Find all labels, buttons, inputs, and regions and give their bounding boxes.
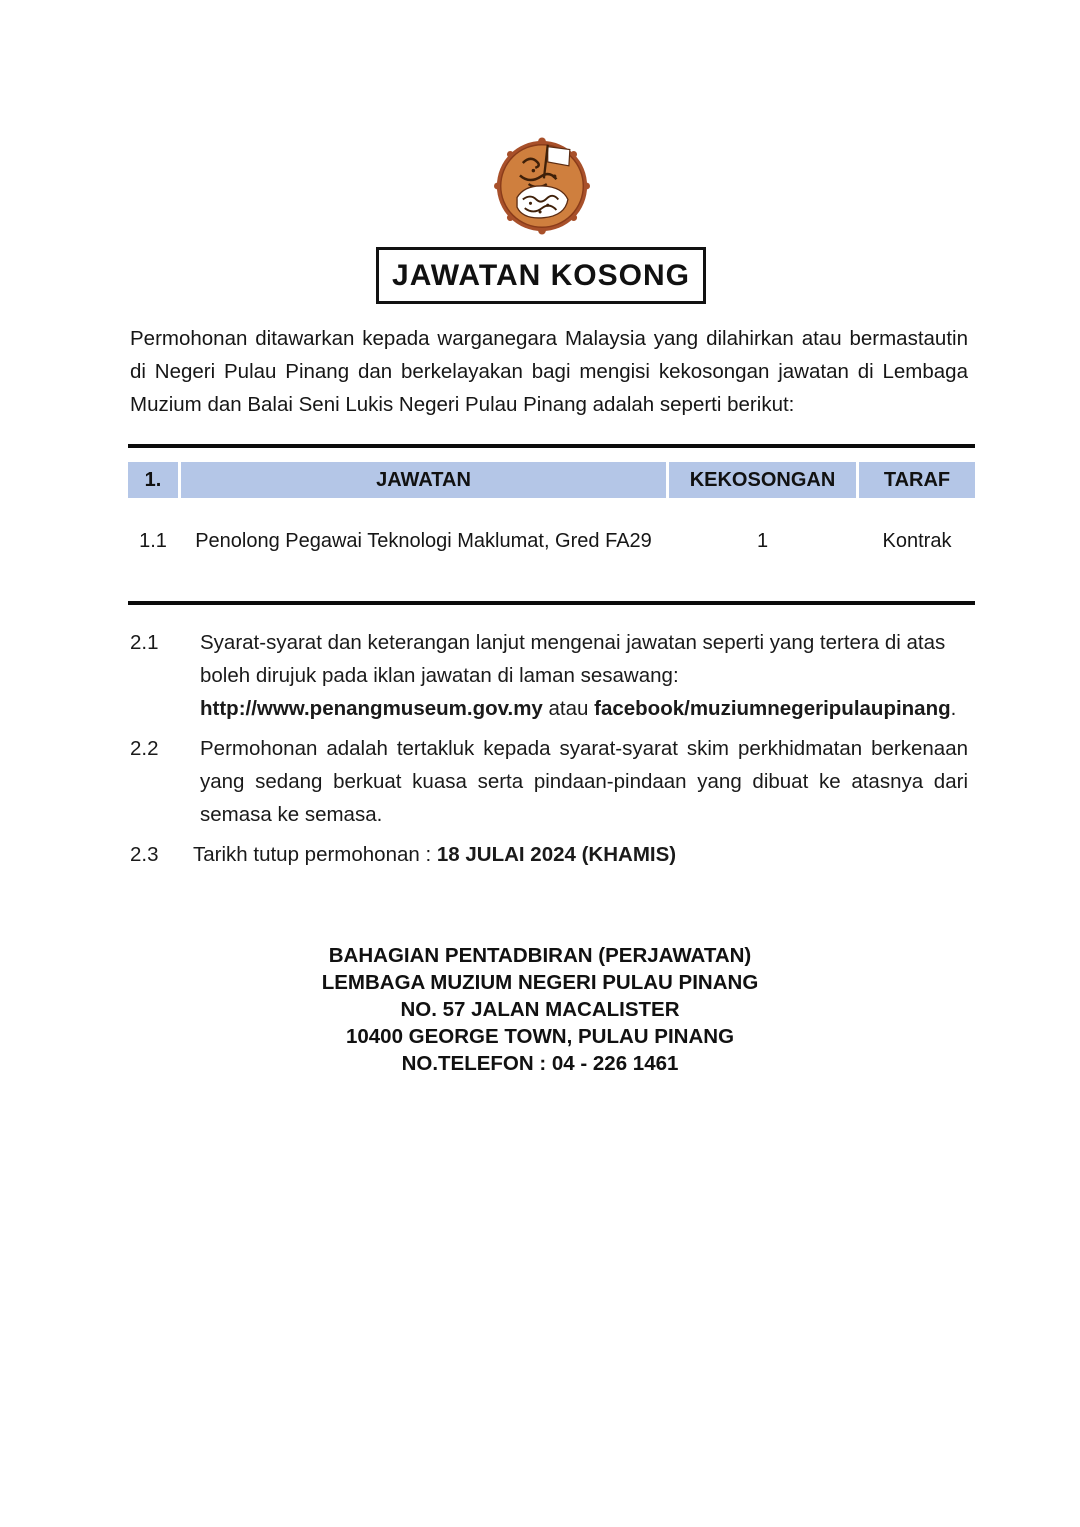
section-2-1-text: Syarat-syarat dan keterangan lanjut mengenai jawatan seperti yang tertera di atas boleh dirujuk pada iklan jawatan di laman sesawang:: [200, 631, 946, 687]
sentence-period: .: [950, 697, 957, 720]
address-line-department: BAHAGIAN PENTADBIRAN (PERJAWATAN): [328, 944, 752, 967]
website-url-text: http://www.penangmuseum.gov.my: [200, 697, 543, 720]
penang-crest-logo-icon: [494, 134, 590, 238]
row-taraf: Kontrak: [882, 529, 952, 552]
row-jawatan: Penolong Pegawai Teknologi Maklumat, Gred FA29: [195, 529, 652, 552]
section-number: 2.2: [130, 737, 159, 760]
table-header-no: 1.: [128, 462, 178, 498]
table-bottom-rule: [128, 601, 975, 605]
section-2-3: [130, 838, 968, 871]
closing-date-label: Tarikh tutup permohonan :: [193, 843, 437, 866]
section-2-2: [130, 732, 968, 831]
closing-date-value: 18 JULAI 2024 (KHAMIS): [436, 843, 677, 866]
address-block: [0, 942, 1080, 1077]
section-number: 2.1: [130, 631, 159, 654]
table-header-kekosongan: KEKOSONGAN: [669, 462, 856, 498]
intro-paragraph: Permohonan ditawarkan kepada warganegara Malaysia yang dilahirkan atau bermastautin di Negeri Pulau Pinang dan berkelayakan bagi mengisi kekosongan jawatan di Lembaga Muzium dan Balai Seni Lukis Negeri Pulau Pinang adalah seperti berikut:: [130, 327, 968, 416]
table-header-taraf: TARAF: [859, 462, 975, 498]
address-line-organisation: LEMBAGA MUZIUM NEGERI PULAU PINANG: [321, 971, 759, 994]
page-title: JAWATAN KOSONG: [392, 258, 690, 292]
title-box: [376, 247, 706, 304]
section-2-3-text: [193, 838, 968, 871]
table-row: [128, 523, 975, 559]
section-body: [200, 626, 968, 725]
section-number: 2.3: [130, 843, 159, 866]
connector-text: atau: [542, 697, 595, 720]
section-2-1: [130, 626, 968, 725]
vacancy-table: [128, 444, 975, 605]
table-header-row: [128, 462, 975, 498]
address-line-street: NO. 57 JALAN MACALISTER: [400, 998, 680, 1021]
section-2-2-text: Permohonan adalah tertakluk kepada syarat-syarat skim perkhidmatan berkenaan yang sedang berkuat kuasa serta pindaan-pindaan yang dibuat ke atasnya dari semasa ke semasa.: [200, 737, 968, 826]
table-top-rule: [128, 444, 975, 448]
table-header-jawatan: JAWATAN: [181, 462, 666, 498]
row-kekosongan: 1: [756, 529, 769, 552]
address-line-city: 10400 GEORGE TOWN, PULAU PINANG: [345, 1025, 735, 1048]
address-line-phone: NO.TELEFON : 04 - 226 1461: [401, 1052, 679, 1075]
row-no: 1.1: [139, 529, 167, 552]
facebook-url-text: facebook/muziumnegeripulaupinang: [594, 697, 951, 720]
